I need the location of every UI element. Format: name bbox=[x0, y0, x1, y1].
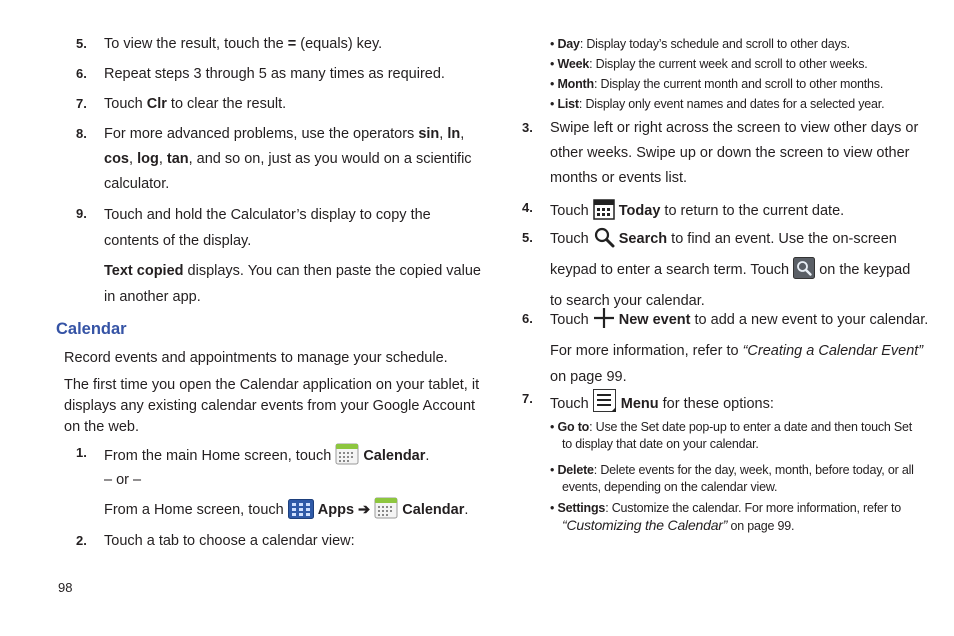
menu-option-settings: • Settings: Customize the calendar. For more information, refer to “Customizing the Calendar” on page 99. bbox=[550, 501, 902, 533]
calc-step-7: 7. Touch Clr to clear the result. bbox=[76, 96, 287, 112]
search-icon bbox=[593, 226, 615, 257]
menu-icon bbox=[593, 389, 617, 419]
list-item: • Day: Display today’s schedule and scroll to other days. bbox=[550, 37, 850, 51]
cal-step-5: 5. Touch Search to find an event. Use the on-screen keypad to enter a search term. Touch on the keypad to search your calendar. bbox=[522, 228, 533, 248]
cal-step-6: 6. Touch New event to add a new event to your calendar. For more information, refer to “Creating a Calendar Event” on page 99. bbox=[522, 309, 533, 329]
calc-step-5: 5. To view the result, touch the = (equals) key. bbox=[76, 36, 383, 52]
search-key-icon bbox=[793, 257, 815, 288]
list-item: • List: Display only event names and dates for a selected year. bbox=[550, 97, 885, 111]
plus-icon bbox=[593, 307, 615, 338]
apps-icon bbox=[288, 499, 314, 525]
list-item: • Week: Display the current week and scroll to other weeks. bbox=[550, 57, 868, 71]
list-item: • Month: Display the current month and scroll to other months. bbox=[550, 77, 884, 91]
intro-paragraph-2: The first time you open the Calendar application on your tablet, it displays any existing calendar events from your Google Account on the web. bbox=[64, 377, 480, 435]
calc-step-9: 9. Touch and hold the Calculator’s display to copy the contents of the display. bbox=[76, 206, 431, 249]
cal-step-4: 4. Touch Today to return to the current date. bbox=[522, 198, 533, 218]
cal-step-1: 1. From the main Home screen, touch Calendar. bbox=[76, 443, 87, 463]
calendar-icon bbox=[335, 443, 359, 471]
calendar-icon bbox=[374, 497, 398, 525]
cal-step-7: 7. Touch Menu for these options: bbox=[522, 389, 533, 409]
text-copied-note: Text copied displays. You can then paste the copied value in another app. bbox=[104, 263, 481, 305]
calc-step-6: 6. Repeat steps 3 through 5 as many times as required. bbox=[76, 66, 445, 82]
section-heading: Calendar bbox=[56, 320, 127, 338]
menu-option-delete: • Delete: Delete events for the day, week, month, before today, or all events, depending on the calendar view. bbox=[550, 463, 914, 494]
view-list bbox=[550, 36, 884, 116]
or-separator: – or – bbox=[104, 472, 142, 488]
cal-step-1-alt: From a Home screen, touch Apps ➔ Calendar. bbox=[104, 497, 468, 525]
today-icon bbox=[593, 198, 615, 226]
intro-paragraph-1: Record events and appointments to manage your schedule. bbox=[64, 350, 448, 366]
menu-option-goto: • Go to: Use the Set date pop-up to enter a date and then touch Set to display that date on your calendar. bbox=[550, 420, 913, 451]
cal-step-3: 3. Swipe left or right across the screen to view other days or other weeks. Swipe up or down the screen to view other months or events list. bbox=[522, 120, 919, 186]
calc-step-8: 8. For more advanced problems, use the operators sin, ln, cos, log, tan, and so on, just as you would on a scientific calculator. bbox=[76, 126, 472, 192]
page-number: 98 bbox=[58, 580, 73, 595]
cal-step-2: 2. Touch a tab to choose a calendar view: bbox=[76, 533, 355, 549]
